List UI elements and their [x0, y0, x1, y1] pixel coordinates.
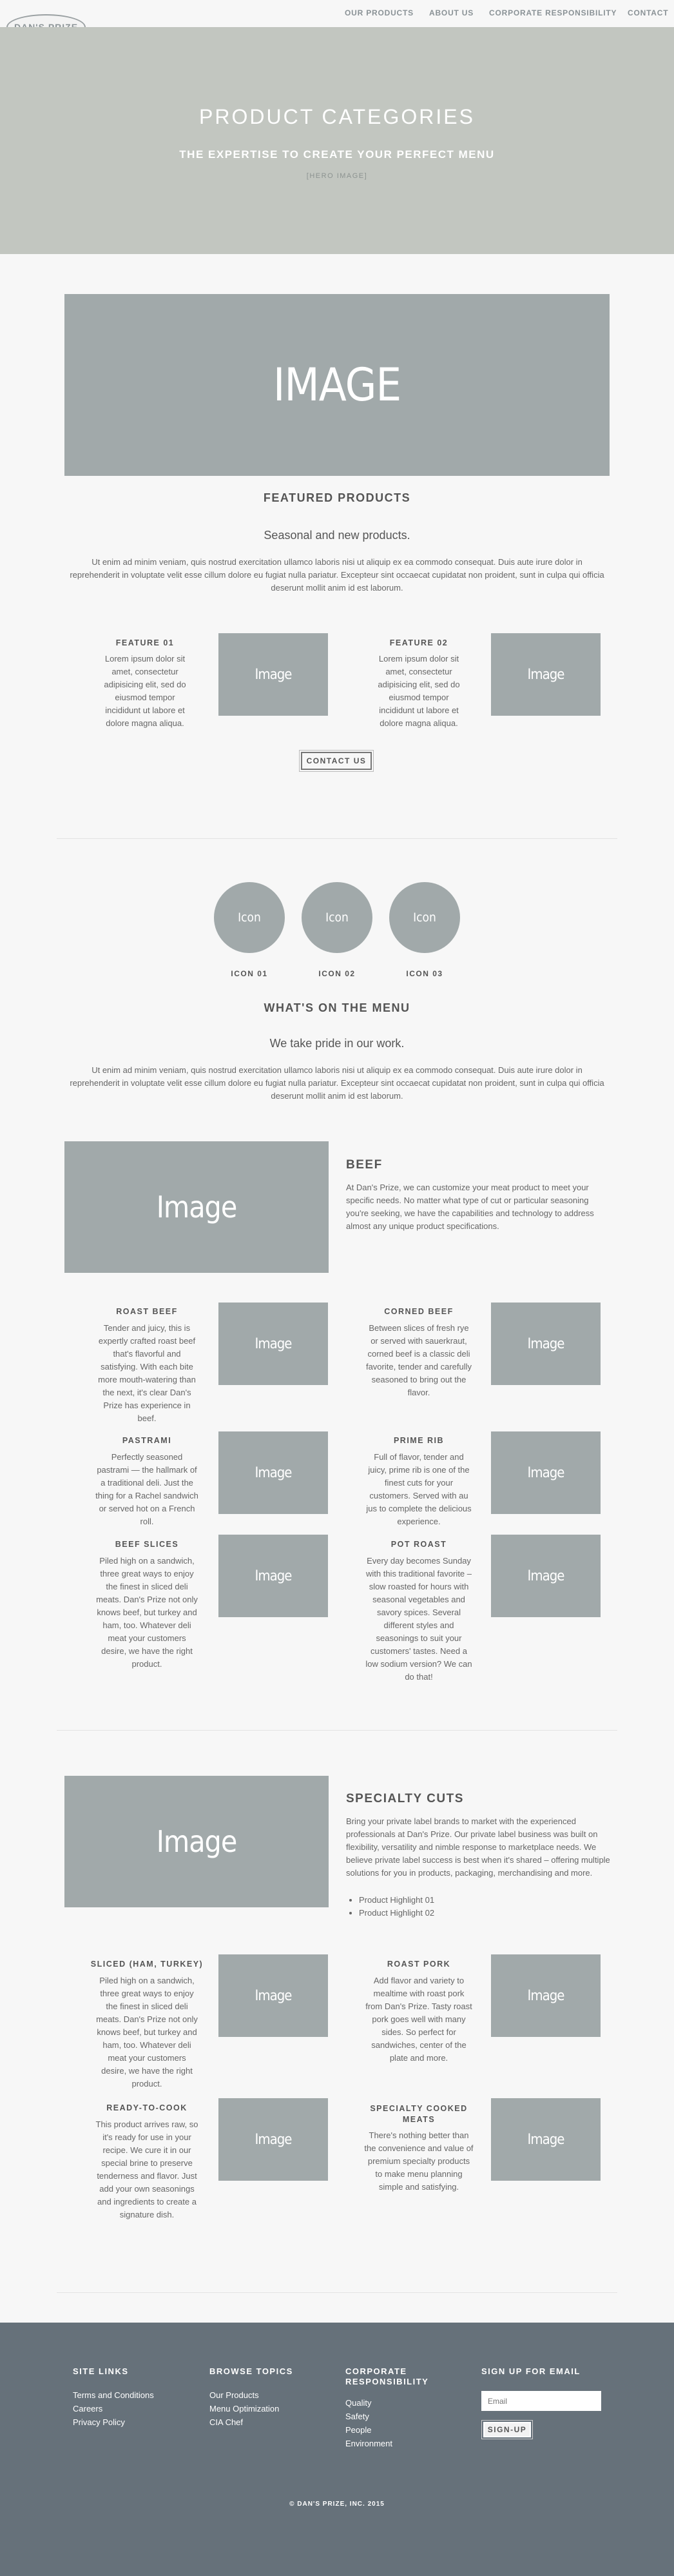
section-divider	[57, 2292, 617, 2293]
icon-02: Icon	[302, 882, 372, 953]
footer-link-our-products[interactable]: Our Products	[209, 2390, 259, 2400]
footer-site-links-heading: SITE LINKS	[73, 2366, 129, 2376]
footer-signup-heading: SIGN UP FOR EMAIL	[481, 2366, 581, 2376]
pastrami-title: PASTRAMI	[122, 1436, 172, 1445]
footer-link-quality[interactable]: Quality	[345, 2398, 372, 2408]
beef-slices-body: Piled high on a sandwich, three great ways to enjoy the finest in sliced deli meats. Dan's Prize not only knows beef, but turkey and ham, too. Whatever deli meat your customers desire, we have the right product.	[96, 1556, 198, 1669]
sliced-body: Piled high on a sandwich, three great ways to enjoy the finest in sliced deli meats. Dan's Prize not only knows beef, but turkey and ham, too. Whatever deli meat your customers desire, we have the right product.	[96, 1976, 198, 2089]
featured-image: IMAGE	[64, 294, 610, 476]
highlight-list	[346, 1894, 610, 1920]
prime-rib-body: Full of flavor, tender and juicy, prime rib is one of the finest cuts for your customers. Served with au jus to complete the delicious experience.	[366, 1452, 472, 1526]
nav-our-products[interactable]: OUR PRODUCTS	[345, 8, 414, 17]
sliced-title: SLICED (HAM, TURKEY)	[90, 1960, 204, 1969]
specialty-cooked-title: SPECIALTY COOKED MEATS	[370, 2104, 468, 2124]
footer-site-links	[73, 2388, 154, 2429]
icon-01-label: ICON 01	[231, 969, 268, 978]
pastrami-body: Perfectly seasoned pastrami — the hallmark of a traditional deli. Just the thing for a Rachel sandwich or served hot on a French roll.	[95, 1452, 198, 1526]
hero-banner	[0, 27, 674, 254]
corned-beef-body: Between slices of fresh rye or served with sauerkraut, corned beef is a classic deli favorite, tender and carefully seasoned to bring out the flavor.	[365, 1323, 472, 1397]
footer-link-terms[interactable]: Terms and Conditions	[73, 2390, 154, 2400]
footer-link-menu-optimization[interactable]: Menu Optimization	[209, 2404, 280, 2414]
footer-link-environment[interactable]: Environment	[345, 2439, 392, 2448]
feature-01-title: FEATURE 01	[115, 638, 175, 647]
prime-rib-title: PRIME RIB	[393, 1436, 445, 1445]
highlight-item: • Product Highlight 02	[359, 1907, 610, 1920]
roast-pork-title: ROAST PORK	[387, 1960, 451, 1969]
beef-slices-title: BEEF SLICES	[115, 1540, 179, 1549]
footer-link-people[interactable]: People	[345, 2425, 372, 2435]
feature-02-body: Lorem ipsum dolor sit amet, consectetur adipisicing elit, sed do eiusmod tempor incididunt ut labore et dolore magna aliqua.	[378, 654, 460, 728]
prime-rib-image: Image	[491, 1431, 601, 1514]
roast-beef-image: Image	[218, 1303, 328, 1385]
copyright: © DAN'S PRIZE, INC. 2015	[289, 2501, 385, 2508]
menu-lead: We take pride in our work.	[269, 1037, 405, 1050]
nav-about-us[interactable]: ABOUT US	[429, 8, 474, 17]
footer-link-privacy[interactable]: Privacy Policy	[73, 2417, 125, 2427]
pot-roast-image: Image	[491, 1535, 601, 1617]
feature-02-title: FEATURE 02	[389, 638, 448, 647]
signup-button[interactable]: SIGN-UP	[483, 2422, 531, 2437]
nav-contact[interactable]: CONTACT	[628, 8, 669, 17]
footer-link-careers[interactable]: Careers	[73, 2404, 103, 2414]
menu-heading: WHAT'S ON THE MENU	[264, 1001, 410, 1014]
contact-us-button[interactable]: CONTACT US	[301, 752, 372, 770]
menu-paragraph: Ut enim ad minim veniam, quis nostrud exercitation ullamco laboris nisi ut aliquip ex ea commodo consequat. Duis aute irure dolor in reprehenderit in voluptate velit esse cillum dolore eu fugiat nulla pariatur. Excepteur sint occaecat cupidatat non proident, sunt in culpa qui officia deserunt mollit anim id est laborum.	[70, 1065, 604, 1101]
sliced-image: Image	[218, 1954, 328, 2037]
roast-beef-title: ROAST BEEF	[116, 1307, 178, 1316]
beef-body: At Dan's Prize, we can customize your meat product to meet your specific needs. No matter what type of cut or particular seasoning you're seeking, we have the capabilities and technology to address almost any unique product specifications.	[346, 1183, 594, 1231]
specialty-body: Bring your private label brands to market with the experienced professionals at Dan's Prize. Our private label business was built on flexibility, versatility and nimble response to marketplace needs. We believe private label success is best when it's shared – offering multiple solutions for you in products, packaging, merchandising and more.	[346, 1816, 610, 1878]
hero-title: PRODUCT CATEGORIES	[199, 105, 475, 128]
icon-03-label: ICON 03	[406, 969, 443, 978]
hero-subtitle: THE EXPERTISE TO CREATE YOUR PERFECT MENU	[179, 148, 495, 161]
feature-02-image: Image	[491, 633, 601, 716]
corned-beef-title: CORNED BEEF	[384, 1307, 454, 1316]
section-divider	[57, 838, 617, 839]
icon-02-label: ICON 02	[318, 969, 356, 978]
nav-corporate-responsibility[interactable]: CORPORATE RESPONSIBILITY	[489, 8, 617, 17]
featured-heading: FEATURED PRODUCTS	[263, 491, 411, 504]
beef-slices-image: Image	[218, 1535, 328, 1617]
specialty-cooked-image: Image	[491, 2098, 601, 2181]
feature-01-body: Lorem ipsum dolor sit amet, consectetur adipisicing elit, sed do eiusmod tempor incididunt ut labore et dolore magna aliqua.	[104, 654, 186, 728]
footer-link-cia-chef[interactable]: CIA Chef	[209, 2417, 244, 2427]
specialty-image: Image	[64, 1776, 329, 1907]
ready-to-cook-title: READY-TO-COOK	[106, 2103, 188, 2112]
corned-beef-image: Image	[491, 1303, 601, 1385]
roast-pork-body: Add flavor and variety to mealtime with roast pork from Dan's Prize. Tasty roast pork goes well with many sides. So perfect for sandwiches, center of the plate and more.	[365, 1976, 472, 2063]
specialty-cooked-body: There's nothing better than the convenience and value of premium specialty products to make menu planning simple and satisfying.	[364, 2130, 474, 2192]
pot-roast-body: Every day becomes Sunday with this traditional favorite – slow roasted for hours with seasonal vegetables and savory spices. Several different styles and seasonings to suit your customers' tastes. Need a low sodium version? We can do that!	[365, 1556, 472, 1682]
feature-01-image: Image	[218, 633, 328, 716]
pastrami-image: Image	[218, 1431, 328, 1514]
pot-roast-title: POT ROAST	[390, 1540, 447, 1549]
email-input[interactable]	[481, 2391, 601, 2411]
ready-to-cook-body: This product arrives raw, so it's ready for use in your recipe. We cure it in our special brine to preserve tenderness and flavor. Just add your own seasonings and ingredients to create a signature dish.	[95, 2119, 198, 2219]
site-footer	[0, 2323, 674, 2576]
featured-paragraph: Ut enim ad minim veniam, quis nostrud exercitation ullamco laboris nisi ut aliquip ex ea commodo consequat. Duis aute irure dolor in reprehenderit in voluptate velit esse cillum dolore eu fugiat nulla pariatur. Excepteur sint occaecat cupidatat non proident, sunt in culpa qui officia deserunt mollit anim id est laborum.	[70, 557, 604, 593]
ready-to-cook-image: Image	[218, 2098, 328, 2181]
hero-image-note: [HERO IMAGE]	[306, 172, 368, 180]
beef-image: Image	[64, 1141, 329, 1273]
footer-corporate-heading: CORPORATE RESPONSIBILITY	[345, 2366, 429, 2386]
specialty-heading: SPECIALTY CUTS	[346, 1792, 464, 1805]
footer-corporate-links	[345, 2396, 392, 2450]
highlight-item: • Product Highlight 01	[359, 1894, 610, 1907]
roast-beef-body: Tender and juicy, this is expertly crafted roast beef that's flavorful and satisfying. With each bite more mouth-watering than the next, it's clear Dan's Prize has experience in beef.	[98, 1323, 196, 1423]
footer-browse-links	[209, 2388, 279, 2429]
beef-heading: BEEF	[346, 1158, 383, 1172]
featured-lead: Seasonal and new products.	[264, 529, 410, 542]
icon-01: Icon	[214, 882, 285, 953]
footer-link-safety[interactable]: Safety	[345, 2412, 369, 2421]
roast-pork-image: Image	[491, 1954, 601, 2037]
icon-03: Icon	[389, 882, 460, 953]
section-divider	[57, 1730, 617, 1731]
footer-browse-heading: BROWSE TOPICS	[209, 2366, 293, 2376]
